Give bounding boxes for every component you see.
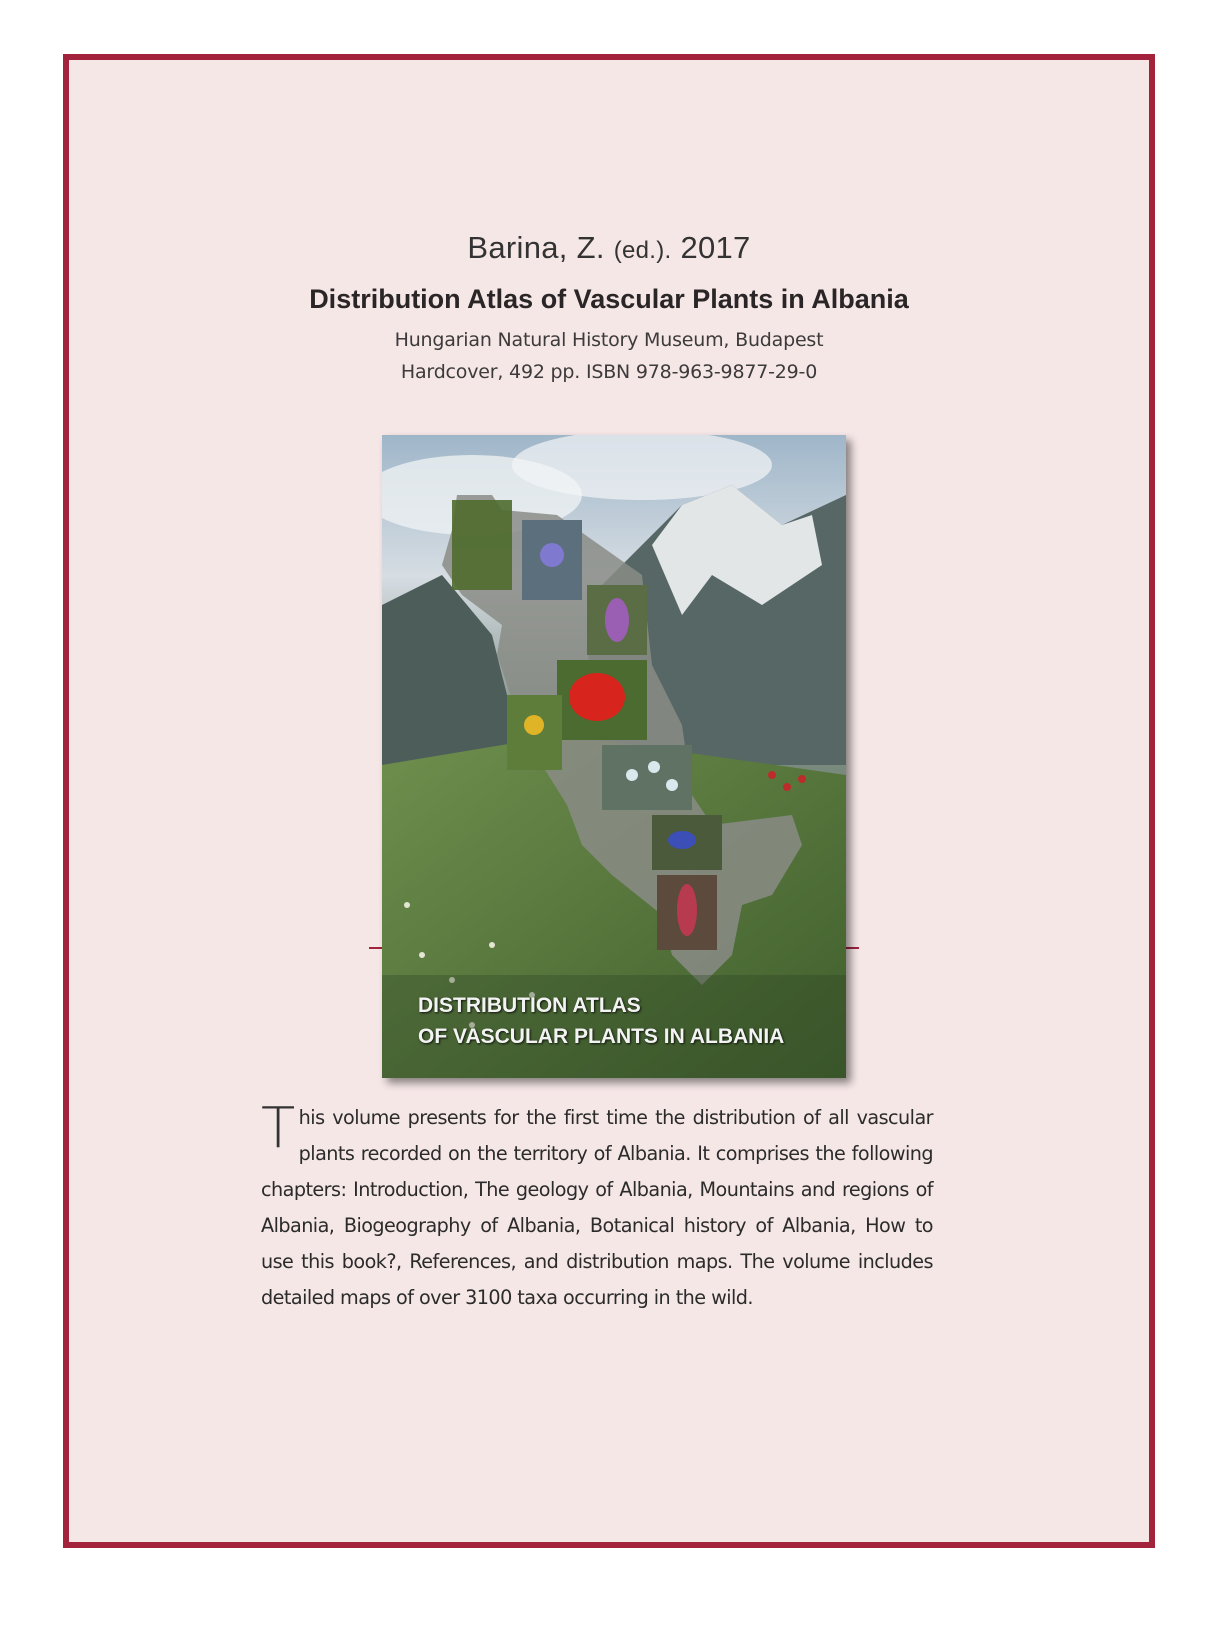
page-frame — [63, 54, 1155, 1548]
description-paragraph — [261, 1096, 933, 1316]
author-name: Barina, Z. — [467, 230, 605, 265]
divider-right — [845, 947, 859, 949]
publisher: Hungarian Natural History Museum, Budapest — [394, 329, 824, 351]
drop-cap: T — [261, 1096, 295, 1161]
book-title: Distribution Atlas of Vascular Plants in Albania — [309, 284, 909, 314]
book-cover-image — [382, 435, 846, 1078]
author-line — [69, 230, 1149, 266]
cover-title-line1: DISTRIBUTION ATLAS — [418, 994, 641, 1017]
editor-note: (ed.). — [613, 237, 672, 264]
cover-title — [382, 990, 846, 1052]
cover-title-line2: OF VASCULAR PLANTS IN ALBANIA — [418, 1025, 785, 1048]
cover-illustration — [382, 435, 846, 1078]
publication-year: 2017 — [680, 230, 751, 265]
book-details: Hardcover, 492 pp. ISBN 978-963-9877-29-0 — [400, 361, 818, 383]
description-text: his volume presents for the first time the distribution of all vascular plants recorded on the territory of Albania. It comprises the following chapters: Introduction, The geology of Albania, Mountains and regions of Albania, Biogeography of Albania, Botanical history of Albania, How to use this book?, References, and distribution maps. The volume includes detailed maps of over 3100 taxa occurring in the wild. — [261, 1106, 933, 1309]
divider-left — [369, 947, 383, 949]
